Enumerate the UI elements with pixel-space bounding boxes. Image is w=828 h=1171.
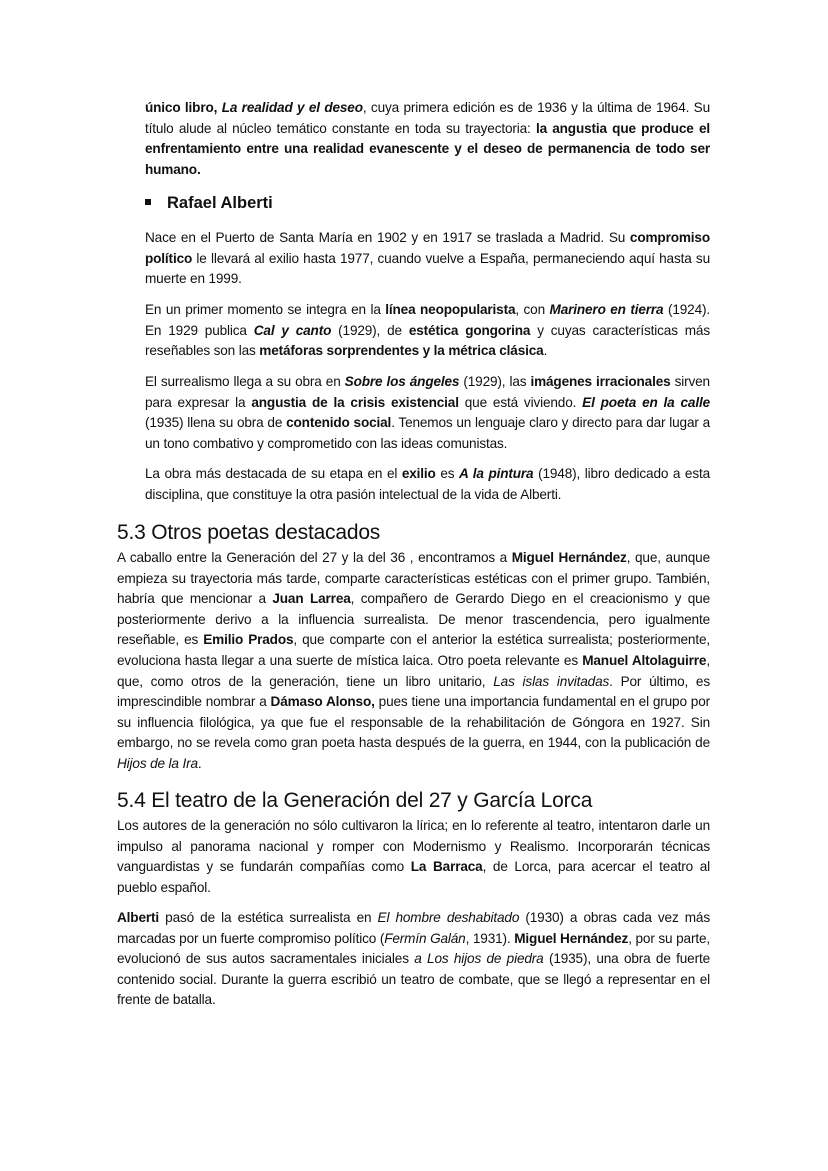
- bold-text: Dámaso Alonso,: [270, 694, 375, 710]
- text-run: , compañero de Gerardo Diego en el creacionismo y que posteriormente derivo a la influencia surrealista. De menor trascendencia, pero igualmente reseñable, es: [117, 591, 710, 648]
- text-run: Nace en el Puerto de Santa María en 1902 y en 1917 se traslada a Madrid. Su: [145, 230, 630, 245]
- text-run: , por su parte, evolucionó de sus autos sacramentales iniciales: [117, 930, 711, 967]
- bold-text: compromiso político: [145, 230, 710, 266]
- text-run: , que, como otros de la generación, tiene un libro unitario,: [117, 652, 710, 689]
- paragraph-otros-poetas: [117, 548, 710, 775]
- bold-text: Cal y canto: [253, 322, 332, 338]
- bold-text: único libro,: [145, 100, 222, 115]
- text-run: , que, aunque empieza su trayectoria más tarde, comparte características estéticas con el primer grupo. También, habría que mencionar a: [117, 550, 710, 607]
- paragraph-alberti-exilio: [145, 464, 710, 505]
- text-run: y cuyas características más reseñables son las: [145, 322, 710, 359]
- bold-text: Alberti: [117, 910, 160, 925]
- text-run: En un primer momento se integra en la: [145, 302, 386, 317]
- text-run: El surrealismo llega a su obra en: [145, 374, 345, 389]
- square-bullet-icon: [145, 199, 151, 205]
- italic-title: a Los hijos de piedra: [414, 951, 544, 967]
- bold-text: la angustia que produce el enfrentamiento entre una realidad evanescente y el deseo de permanencia de todo ser humano.: [145, 120, 710, 177]
- bold-text: estética gongorina: [408, 322, 531, 338]
- text-run: (1929), las: [459, 374, 531, 389]
- text-run: es: [435, 466, 460, 481]
- text-run: , 1931).: [465, 930, 515, 946]
- bold-text: contenido social: [286, 415, 392, 431]
- subheading-text: Rafael Alberti: [167, 194, 273, 212]
- bold-text: Miguel Hernández: [514, 930, 629, 946]
- subheading-rafael-alberti: [145, 192, 273, 214]
- text-run: A caballo entre la Generación del 27 y la del 36 , encontramos a: [117, 550, 512, 565]
- text-run: . Tenemos un lenguaje claro y directo para dar lugar a un tono combativo y comprometido con las ideas comunistas.: [145, 415, 711, 451]
- paragraph-teatro-alberti-hernandez: [117, 908, 710, 1011]
- text-run: La obra más destacada de su etapa en el: [145, 466, 402, 481]
- bold-text: Sobre los ángeles: [344, 374, 460, 389]
- text-run: sirven para expresar la: [145, 374, 710, 410]
- text-run: (1935), una obra de fuerte contenido social. Durante la guerra escribió un teatro de combate, que se llegó a representar en el frente de batalla.: [117, 951, 710, 1008]
- paragraph-alberti-neopopularista: [145, 300, 710, 362]
- text-run: , que comparte con el anterior la estética surrealista; posteriormente, evoluciona hasta llegar a una suerte de mística laica. Otro poeta relevante es: [117, 632, 710, 668]
- section-heading-5-4: 5.4 El teatro de la Generación del 27 y García Lorca: [117, 789, 593, 812]
- paragraph-alberti-surrealismo: [145, 372, 710, 454]
- bold-text: A la pintura: [459, 466, 534, 481]
- bold-text: Manuel Altolaguirre: [582, 652, 707, 668]
- text-run: . Por último, es imprescindible nombrar a: [117, 673, 710, 710]
- text-run: (1924). En 1929 publica: [145, 302, 710, 338]
- section-heading-5-3: 5.3 Otros poetas destacados: [117, 521, 381, 544]
- italic-title: Las islas invitadas: [493, 673, 610, 689]
- paragraph-alberti-bio: [145, 228, 710, 290]
- bold-text: La Barraca: [410, 859, 483, 875]
- paragraph-cernuda-conclusion: [145, 98, 710, 180]
- text-run: (1930) a obras cada vez más marcadas por un fuerte compromiso político (: [117, 910, 710, 946]
- text-run: pasó de la estética surrealista en: [159, 910, 378, 925]
- italic-title: El hombre deshabitado: [377, 910, 520, 925]
- bold-text: Miguel Hernández: [511, 550, 627, 565]
- bold-text: Juan Larrea: [272, 591, 351, 607]
- text-run: .: [197, 755, 202, 771]
- italic-title: Fermín Galán: [384, 930, 466, 946]
- text-run: , de Lorca, para acercar el teatro al pueblo español.: [117, 859, 711, 895]
- bold-text: Emilio Prados: [203, 632, 294, 648]
- bold-text: angustia de la crisis existencial: [251, 394, 459, 410]
- bold-text: línea neopopularista: [385, 302, 516, 317]
- text-run: que está viviendo.: [458, 394, 583, 410]
- bold-text: exilio: [401, 466, 436, 481]
- bold-text: metáforas sorprendentes y la métrica clásica: [259, 343, 544, 359]
- text-run: , cuya primera edición es de 1936 y la última de 1964. Su título alude al núcleo temático constante en toda su trayectoria:: [145, 100, 710, 136]
- text-run: (1929), de: [331, 322, 409, 338]
- italic-title: Hijos de la Ira: [117, 755, 198, 771]
- text-run: .: [543, 343, 548, 359]
- bold-text: imágenes irracionales: [530, 374, 671, 389]
- text-run: Los autores de la generación no sólo cultivaron la lírica; en lo referente al teatro, intentaron darle un impulso al panorama nacional y romper con Modernismo y Realismo. Incorporarán técnicas vanguardistas y se fundarán compañías como: [117, 818, 710, 875]
- bold-text: El poeta en la calle: [582, 394, 710, 410]
- text-run: pues tiene una importancia fundamental en el grupo por su influencia filológica, ya que fue el responsable de la rehabilitación de Góngora en 1927. Sin embargo, no se revela como gran poeta hasta después de la guerra, en 1944, con la publicación de: [117, 694, 710, 751]
- text-run: , con: [515, 302, 550, 317]
- text-run: (1935) llena su obra de: [145, 415, 287, 431]
- bold-text: Marinero en tierra: [549, 302, 664, 317]
- text-run: (1948), libro dedicado a esta disciplina, que constituye la otra pasión intelectual de la vida de Alberti.: [145, 466, 711, 502]
- text-run: le llevará al exilio hasta 1977, cuando vuelve a España, permaneciendo aquí hasta su muerte en 1999.: [145, 250, 710, 287]
- bold-text: La realidad y el deseo: [221, 100, 363, 115]
- paragraph-teatro-intro: [117, 816, 710, 898]
